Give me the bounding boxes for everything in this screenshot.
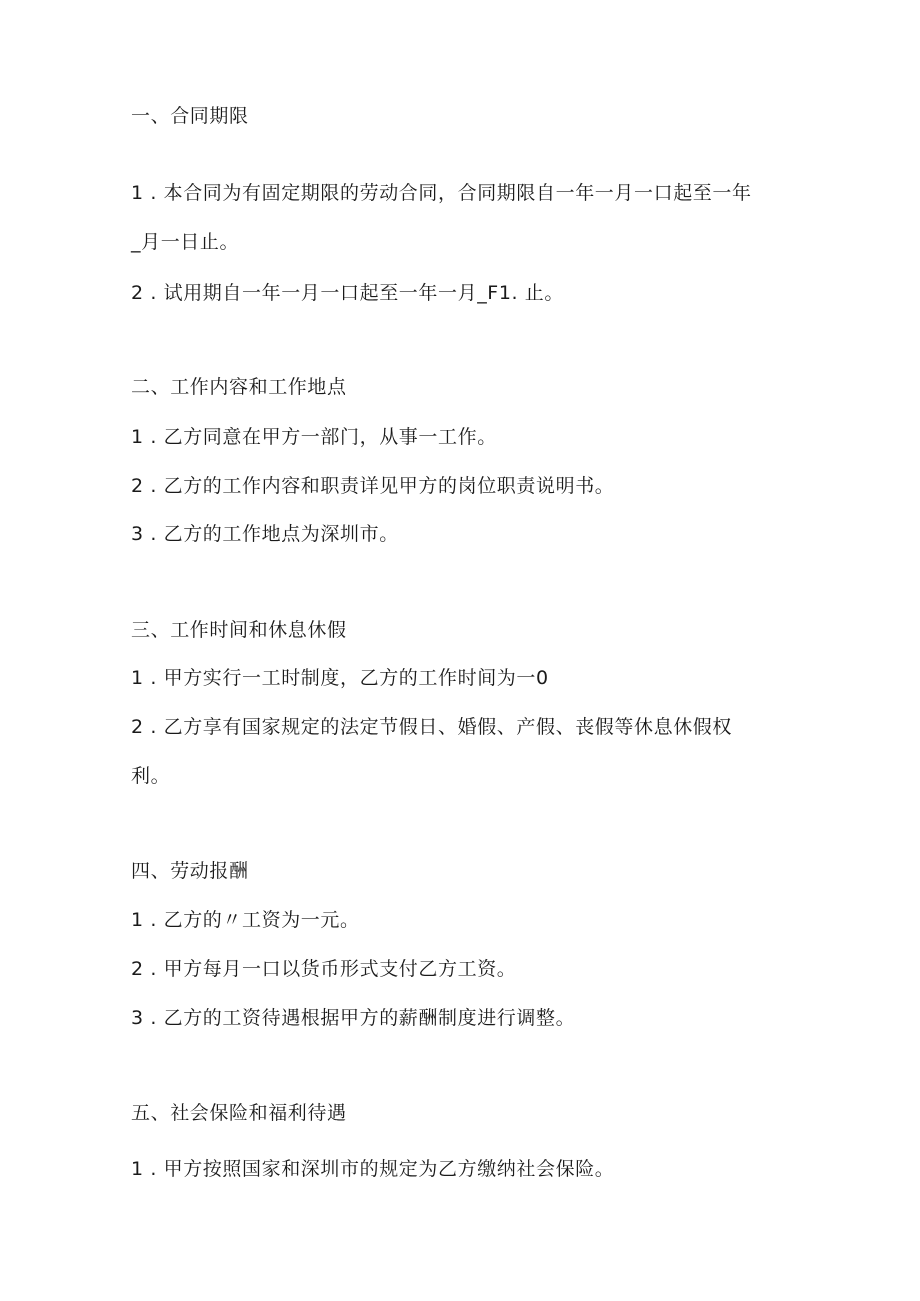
clause-term-1-line-2: _月一日止。 (131, 231, 240, 253)
clause-insurance-1: 1 . 甲方按照国家和深圳市的规定为乙方缴纳社会保险。 (131, 1158, 615, 1180)
clause-pay-2: 2 . 甲方每月一口以货币形式支付乙方工资。 (131, 958, 517, 980)
clause-work-3: 3 . 乙方的工作地点为深圳市。 (131, 523, 399, 545)
clause-hours-2-line-2: 利。 (131, 765, 171, 787)
clause-work-2: 2 . 乙方的工作内容和职责详见甲方的岗位职责说明书。 (131, 475, 615, 497)
clause-term-1-line-1: 1 . 本合同为有固定期限的劳动合同，合同期限自一年一月一口起至一年 (131, 182, 752, 204)
section-heading-term: 一、合同期限 (131, 105, 249, 127)
section-heading-social-insurance: 五、社会保险和福利待遇 (131, 1102, 347, 1124)
section-heading-working-hours: 三、工作时间和休息休假 (131, 619, 347, 641)
clause-work-1: 1 . 乙方同意在甲方一部门，从事一工作。 (131, 426, 497, 448)
clause-pay-1: 1 . 乙方的〃工资为一元。 (131, 909, 360, 931)
clause-pay-3: 3 . 乙方的工资待遇根据甲方的薪酬制度进行调整。 (131, 1007, 576, 1029)
clause-hours-1: 1 . 甲方实行一工时制度，乙方的工作时间为一0 (131, 667, 549, 689)
section-heading-work-content: 二、工作内容和工作地点 (131, 376, 347, 398)
section-heading-remuneration: 四、劳动报酬 (131, 860, 249, 882)
clause-term-2: 2 . 试用期自一年一月一口起至一年一月_F1. 止。 (131, 282, 565, 304)
clause-hours-2-line-1: 2 . 乙方享有国家规定的法定节假日、婚假、产假、丧假等休息休假权 (131, 716, 733, 738)
